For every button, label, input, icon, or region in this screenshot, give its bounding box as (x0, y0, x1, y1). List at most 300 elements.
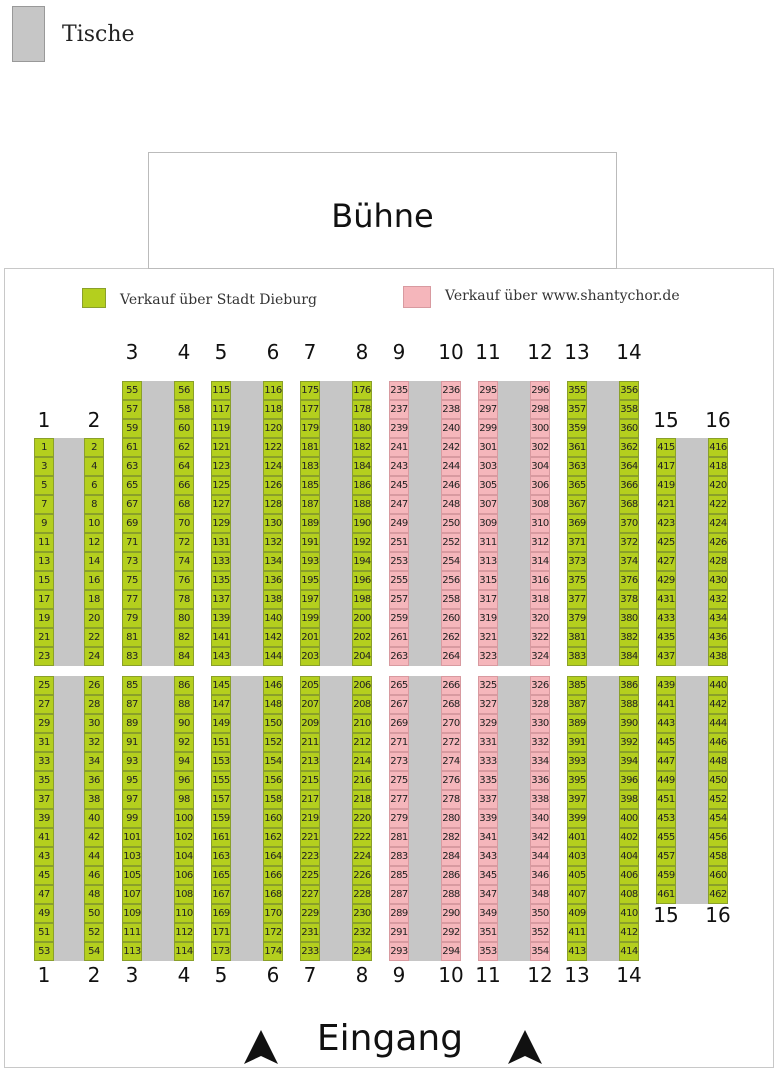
seat[interactable]: 383 (567, 647, 587, 666)
seat[interactable]: 319 (478, 609, 498, 628)
seat[interactable]: 307 (478, 495, 498, 514)
seat[interactable]: 212 (352, 733, 372, 752)
seat[interactable]: 89 (122, 714, 142, 733)
seat[interactable]: 205 (300, 676, 320, 695)
seat[interactable]: 70 (174, 514, 194, 533)
seat[interactable]: 244 (441, 457, 461, 476)
seat[interactable]: 43 (34, 847, 54, 866)
seat[interactable]: 221 (300, 828, 320, 847)
seat[interactable]: 250 (441, 514, 461, 533)
seat[interactable]: 458 (708, 847, 728, 866)
seat[interactable]: 176 (352, 381, 372, 400)
seat[interactable]: 313 (478, 552, 498, 571)
seat[interactable]: 152 (263, 733, 283, 752)
seat[interactable]: 277 (389, 790, 409, 809)
seat[interactable]: 144 (263, 647, 283, 666)
seat[interactable]: 168 (263, 885, 283, 904)
seat[interactable]: 344 (530, 847, 550, 866)
seat[interactable]: 397 (567, 790, 587, 809)
seat[interactable]: 33 (34, 752, 54, 771)
seat[interactable]: 280 (441, 809, 461, 828)
seat[interactable]: 453 (656, 809, 676, 828)
seat[interactable]: 96 (174, 771, 194, 790)
seat[interactable]: 292 (441, 923, 461, 942)
seat[interactable]: 270 (441, 714, 461, 733)
seat[interactable]: 374 (619, 552, 639, 571)
seat[interactable]: 320 (530, 609, 550, 628)
seat[interactable]: 350 (530, 904, 550, 923)
seat[interactable]: 246 (441, 476, 461, 495)
seat[interactable]: 14 (84, 552, 104, 571)
seat[interactable]: 419 (656, 476, 676, 495)
seat[interactable]: 328 (530, 695, 550, 714)
seat[interactable]: 451 (656, 790, 676, 809)
seat[interactable]: 411 (567, 923, 587, 942)
seat[interactable]: 9 (34, 514, 54, 533)
seat[interactable]: 359 (567, 419, 587, 438)
seat[interactable]: 437 (656, 647, 676, 666)
seat[interactable]: 38 (84, 790, 104, 809)
seat[interactable]: 160 (263, 809, 283, 828)
seat[interactable]: 327 (478, 695, 498, 714)
seat[interactable]: 239 (389, 419, 409, 438)
seat[interactable]: 363 (567, 457, 587, 476)
seat[interactable]: 347 (478, 885, 498, 904)
seat[interactable]: 85 (122, 676, 142, 695)
seat[interactable]: 141 (211, 628, 231, 647)
seat[interactable]: 203 (300, 647, 320, 666)
seat[interactable]: 101 (122, 828, 142, 847)
seat[interactable]: 120 (263, 419, 283, 438)
seat[interactable]: 49 (34, 904, 54, 923)
seat[interactable]: 184 (352, 457, 372, 476)
seat[interactable]: 16 (84, 571, 104, 590)
seat[interactable]: 287 (389, 885, 409, 904)
seat[interactable]: 132 (263, 533, 283, 552)
seat[interactable]: 245 (389, 476, 409, 495)
seat[interactable]: 306 (530, 476, 550, 495)
seat[interactable]: 283 (389, 847, 409, 866)
seat[interactable]: 301 (478, 438, 498, 457)
seat[interactable]: 125 (211, 476, 231, 495)
seat[interactable]: 368 (619, 495, 639, 514)
seat[interactable]: 72 (174, 533, 194, 552)
seat[interactable]: 134 (263, 552, 283, 571)
seat[interactable]: 124 (263, 457, 283, 476)
seat[interactable]: 284 (441, 847, 461, 866)
seat[interactable]: 195 (300, 571, 320, 590)
seat[interactable]: 121 (211, 438, 231, 457)
seat[interactable]: 409 (567, 904, 587, 923)
seat[interactable]: 401 (567, 828, 587, 847)
seat[interactable]: 342 (530, 828, 550, 847)
seat[interactable]: 282 (441, 828, 461, 847)
seat[interactable]: 129 (211, 514, 231, 533)
seat[interactable]: 448 (708, 752, 728, 771)
seat[interactable]: 44 (84, 847, 104, 866)
seat[interactable]: 304 (530, 457, 550, 476)
seat[interactable]: 308 (530, 495, 550, 514)
seat[interactable]: 147 (211, 695, 231, 714)
seat[interactable]: 99 (122, 809, 142, 828)
seat[interactable]: 165 (211, 866, 231, 885)
seat[interactable]: 22 (84, 628, 104, 647)
seat[interactable]: 153 (211, 752, 231, 771)
seat[interactable]: 420 (708, 476, 728, 495)
seat[interactable]: 274 (441, 752, 461, 771)
seat[interactable]: 441 (656, 695, 676, 714)
seat[interactable]: 364 (619, 457, 639, 476)
seat[interactable]: 48 (84, 885, 104, 904)
seat[interactable]: 393 (567, 752, 587, 771)
seat[interactable]: 456 (708, 828, 728, 847)
seat[interactable]: 156 (263, 771, 283, 790)
seat[interactable]: 385 (567, 676, 587, 695)
seat[interactable]: 11 (34, 533, 54, 552)
seat[interactable]: 415 (656, 438, 676, 457)
seat[interactable]: 321 (478, 628, 498, 647)
seat[interactable]: 42 (84, 828, 104, 847)
seat[interactable]: 297 (478, 400, 498, 419)
seat[interactable]: 37 (34, 790, 54, 809)
seat[interactable]: 209 (300, 714, 320, 733)
seat[interactable]: 340 (530, 809, 550, 828)
seat[interactable]: 373 (567, 552, 587, 571)
seat[interactable]: 358 (619, 400, 639, 419)
seat[interactable]: 210 (352, 714, 372, 733)
seat[interactable]: 336 (530, 771, 550, 790)
seat[interactable]: 375 (567, 571, 587, 590)
seat[interactable]: 372 (619, 533, 639, 552)
seat[interactable]: 133 (211, 552, 231, 571)
seat[interactable]: 131 (211, 533, 231, 552)
seat[interactable]: 113 (122, 942, 142, 961)
seat[interactable]: 410 (619, 904, 639, 923)
seat[interactable]: 198 (352, 590, 372, 609)
seat[interactable]: 157 (211, 790, 231, 809)
seat[interactable]: 260 (441, 609, 461, 628)
seat[interactable]: 12 (84, 533, 104, 552)
seat[interactable]: 167 (211, 885, 231, 904)
seat[interactable]: 188 (352, 495, 372, 514)
seat[interactable]: 407 (567, 885, 587, 904)
seat[interactable]: 91 (122, 733, 142, 752)
seat[interactable]: 185 (300, 476, 320, 495)
seat[interactable]: 416 (708, 438, 728, 457)
seat[interactable]: 329 (478, 714, 498, 733)
seat[interactable]: 80 (174, 609, 194, 628)
seat[interactable]: 67 (122, 495, 142, 514)
seat[interactable]: 20 (84, 609, 104, 628)
seat[interactable]: 434 (708, 609, 728, 628)
seat[interactable]: 40 (84, 809, 104, 828)
seat[interactable]: 240 (441, 419, 461, 438)
seat[interactable]: 290 (441, 904, 461, 923)
seat[interactable]: 232 (352, 923, 372, 942)
seat[interactable]: 435 (656, 628, 676, 647)
seat[interactable]: 150 (263, 714, 283, 733)
seat[interactable]: 425 (656, 533, 676, 552)
seat[interactable]: 34 (84, 752, 104, 771)
seat[interactable]: 323 (478, 647, 498, 666)
seat[interactable]: 421 (656, 495, 676, 514)
seat[interactable]: 394 (619, 752, 639, 771)
seat[interactable]: 180 (352, 419, 372, 438)
seat[interactable]: 218 (352, 790, 372, 809)
seat[interactable]: 380 (619, 609, 639, 628)
seat[interactable]: 30 (84, 714, 104, 733)
seat[interactable]: 286 (441, 866, 461, 885)
seat[interactable]: 62 (174, 438, 194, 457)
seat[interactable]: 90 (174, 714, 194, 733)
seat[interactable]: 309 (478, 514, 498, 533)
seat[interactable]: 92 (174, 733, 194, 752)
seat[interactable]: 79 (122, 609, 142, 628)
seat[interactable]: 207 (300, 695, 320, 714)
seat[interactable]: 259 (389, 609, 409, 628)
seat[interactable]: 194 (352, 552, 372, 571)
seat[interactable]: 455 (656, 828, 676, 847)
seat[interactable]: 400 (619, 809, 639, 828)
seat[interactable]: 461 (656, 885, 676, 904)
seat[interactable]: 387 (567, 695, 587, 714)
seat[interactable]: 444 (708, 714, 728, 733)
seat[interactable]: 360 (619, 419, 639, 438)
seat[interactable]: 61 (122, 438, 142, 457)
seat[interactable]: 172 (263, 923, 283, 942)
seat[interactable]: 148 (263, 695, 283, 714)
seat[interactable]: 249 (389, 514, 409, 533)
seat[interactable]: 102 (174, 828, 194, 847)
seat[interactable]: 263 (389, 647, 409, 666)
seat[interactable]: 17 (34, 590, 54, 609)
seat[interactable]: 115 (211, 381, 231, 400)
seat[interactable]: 86 (174, 676, 194, 695)
seat[interactable]: 24 (84, 647, 104, 666)
seat[interactable]: 105 (122, 866, 142, 885)
seat[interactable]: 21 (34, 628, 54, 647)
seat[interactable]: 432 (708, 590, 728, 609)
seat[interactable]: 32 (84, 733, 104, 752)
seat[interactable]: 237 (389, 400, 409, 419)
seat[interactable]: 215 (300, 771, 320, 790)
seat[interactable]: 177 (300, 400, 320, 419)
seat[interactable]: 27 (34, 695, 54, 714)
seat[interactable]: 8 (84, 495, 104, 514)
seat[interactable]: 445 (656, 733, 676, 752)
seat[interactable]: 427 (656, 552, 676, 571)
seat[interactable]: 36 (84, 771, 104, 790)
seat[interactable]: 19 (34, 609, 54, 628)
seat[interactable]: 6 (84, 476, 104, 495)
seat[interactable]: 238 (441, 400, 461, 419)
seat[interactable]: 403 (567, 847, 587, 866)
seat[interactable]: 4 (84, 457, 104, 476)
seat[interactable]: 236 (441, 381, 461, 400)
seat[interactable]: 298 (530, 400, 550, 419)
seat[interactable]: 267 (389, 695, 409, 714)
seat[interactable]: 388 (619, 695, 639, 714)
seat[interactable]: 325 (478, 676, 498, 695)
seat[interactable]: 10 (84, 514, 104, 533)
seat[interactable]: 436 (708, 628, 728, 647)
seat[interactable]: 341 (478, 828, 498, 847)
seat[interactable]: 318 (530, 590, 550, 609)
seat[interactable]: 170 (263, 904, 283, 923)
seat[interactable]: 310 (530, 514, 550, 533)
seat[interactable]: 199 (300, 609, 320, 628)
seat[interactable]: 335 (478, 771, 498, 790)
seat[interactable]: 235 (389, 381, 409, 400)
seat[interactable]: 50 (84, 904, 104, 923)
seat[interactable]: 258 (441, 590, 461, 609)
seat[interactable]: 343 (478, 847, 498, 866)
seat[interactable]: 47 (34, 885, 54, 904)
seat[interactable]: 262 (441, 628, 461, 647)
seat[interactable]: 370 (619, 514, 639, 533)
seat[interactable]: 405 (567, 866, 587, 885)
seat[interactable]: 376 (619, 571, 639, 590)
seat[interactable]: 392 (619, 733, 639, 752)
seat[interactable]: 94 (174, 752, 194, 771)
seat[interactable]: 69 (122, 514, 142, 533)
seat[interactable]: 389 (567, 714, 587, 733)
seat[interactable]: 429 (656, 571, 676, 590)
seat[interactable]: 60 (174, 419, 194, 438)
seat[interactable]: 355 (567, 381, 587, 400)
seat[interactable]: 417 (656, 457, 676, 476)
seat[interactable]: 137 (211, 590, 231, 609)
seat[interactable]: 423 (656, 514, 676, 533)
seat[interactable]: 276 (441, 771, 461, 790)
seat[interactable]: 362 (619, 438, 639, 457)
seat[interactable]: 75 (122, 571, 142, 590)
seat[interactable]: 462 (708, 885, 728, 904)
seat[interactable]: 257 (389, 590, 409, 609)
seat[interactable]: 143 (211, 647, 231, 666)
seat[interactable]: 192 (352, 533, 372, 552)
seat[interactable]: 193 (300, 552, 320, 571)
seat[interactable]: 186 (352, 476, 372, 495)
seat[interactable]: 114 (174, 942, 194, 961)
seat[interactable]: 127 (211, 495, 231, 514)
seat[interactable]: 169 (211, 904, 231, 923)
seat[interactable]: 53 (34, 942, 54, 961)
seat[interactable]: 200 (352, 609, 372, 628)
seat[interactable]: 73 (122, 552, 142, 571)
seat[interactable]: 110 (174, 904, 194, 923)
seat[interactable]: 74 (174, 552, 194, 571)
seat[interactable]: 82 (174, 628, 194, 647)
seat[interactable]: 123 (211, 457, 231, 476)
seat[interactable]: 227 (300, 885, 320, 904)
seat[interactable]: 173 (211, 942, 231, 961)
seat[interactable]: 369 (567, 514, 587, 533)
seat[interactable]: 265 (389, 676, 409, 695)
seat[interactable]: 234 (352, 942, 372, 961)
seat[interactable]: 333 (478, 752, 498, 771)
seat[interactable]: 428 (708, 552, 728, 571)
seat[interactable]: 384 (619, 647, 639, 666)
seat[interactable]: 354 (530, 942, 550, 961)
seat[interactable]: 322 (530, 628, 550, 647)
seat[interactable]: 211 (300, 733, 320, 752)
seat[interactable]: 288 (441, 885, 461, 904)
seat[interactable]: 338 (530, 790, 550, 809)
seat[interactable]: 126 (263, 476, 283, 495)
seat[interactable]: 201 (300, 628, 320, 647)
seat[interactable]: 399 (567, 809, 587, 828)
seat[interactable]: 396 (619, 771, 639, 790)
seat[interactable]: 104 (174, 847, 194, 866)
seat[interactable]: 161 (211, 828, 231, 847)
seat[interactable]: 379 (567, 609, 587, 628)
seat[interactable]: 51 (34, 923, 54, 942)
seat[interactable]: 353 (478, 942, 498, 961)
seat[interactable]: 175 (300, 381, 320, 400)
seat[interactable]: 398 (619, 790, 639, 809)
seat[interactable]: 352 (530, 923, 550, 942)
seat[interactable]: 54 (84, 942, 104, 961)
seat[interactable]: 216 (352, 771, 372, 790)
seat[interactable]: 223 (300, 847, 320, 866)
seat[interactable]: 149 (211, 714, 231, 733)
seat[interactable]: 402 (619, 828, 639, 847)
seat[interactable]: 39 (34, 809, 54, 828)
seat[interactable]: 81 (122, 628, 142, 647)
seat[interactable]: 452 (708, 790, 728, 809)
seat[interactable]: 3 (34, 457, 54, 476)
seat[interactable]: 459 (656, 866, 676, 885)
seat[interactable]: 228 (352, 885, 372, 904)
seat[interactable]: 219 (300, 809, 320, 828)
seat[interactable]: 426 (708, 533, 728, 552)
seat[interactable]: 312 (530, 533, 550, 552)
seat[interactable]: 248 (441, 495, 461, 514)
seat[interactable]: 261 (389, 628, 409, 647)
seat[interactable]: 296 (530, 381, 550, 400)
seat[interactable]: 130 (263, 514, 283, 533)
seat[interactable]: 103 (122, 847, 142, 866)
seat[interactable]: 289 (389, 904, 409, 923)
seat[interactable]: 182 (352, 438, 372, 457)
seat[interactable]: 443 (656, 714, 676, 733)
seat[interactable]: 88 (174, 695, 194, 714)
seat[interactable]: 52 (84, 923, 104, 942)
seat[interactable]: 442 (708, 695, 728, 714)
seat[interactable]: 224 (352, 847, 372, 866)
seat[interactable]: 181 (300, 438, 320, 457)
seat[interactable]: 55 (122, 381, 142, 400)
seat[interactable]: 138 (263, 590, 283, 609)
seat[interactable]: 23 (34, 647, 54, 666)
seat[interactable]: 179 (300, 419, 320, 438)
seat[interactable]: 77 (122, 590, 142, 609)
seat[interactable]: 366 (619, 476, 639, 495)
seat[interactable]: 294 (441, 942, 461, 961)
seat[interactable]: 217 (300, 790, 320, 809)
seat[interactable]: 275 (389, 771, 409, 790)
seat[interactable]: 26 (84, 676, 104, 695)
seat[interactable]: 29 (34, 714, 54, 733)
seat[interactable]: 243 (389, 457, 409, 476)
seat[interactable]: 162 (263, 828, 283, 847)
seat[interactable]: 63 (122, 457, 142, 476)
seat[interactable]: 430 (708, 571, 728, 590)
seat[interactable]: 18 (84, 590, 104, 609)
seat[interactable]: 386 (619, 676, 639, 695)
seat[interactable]: 225 (300, 866, 320, 885)
